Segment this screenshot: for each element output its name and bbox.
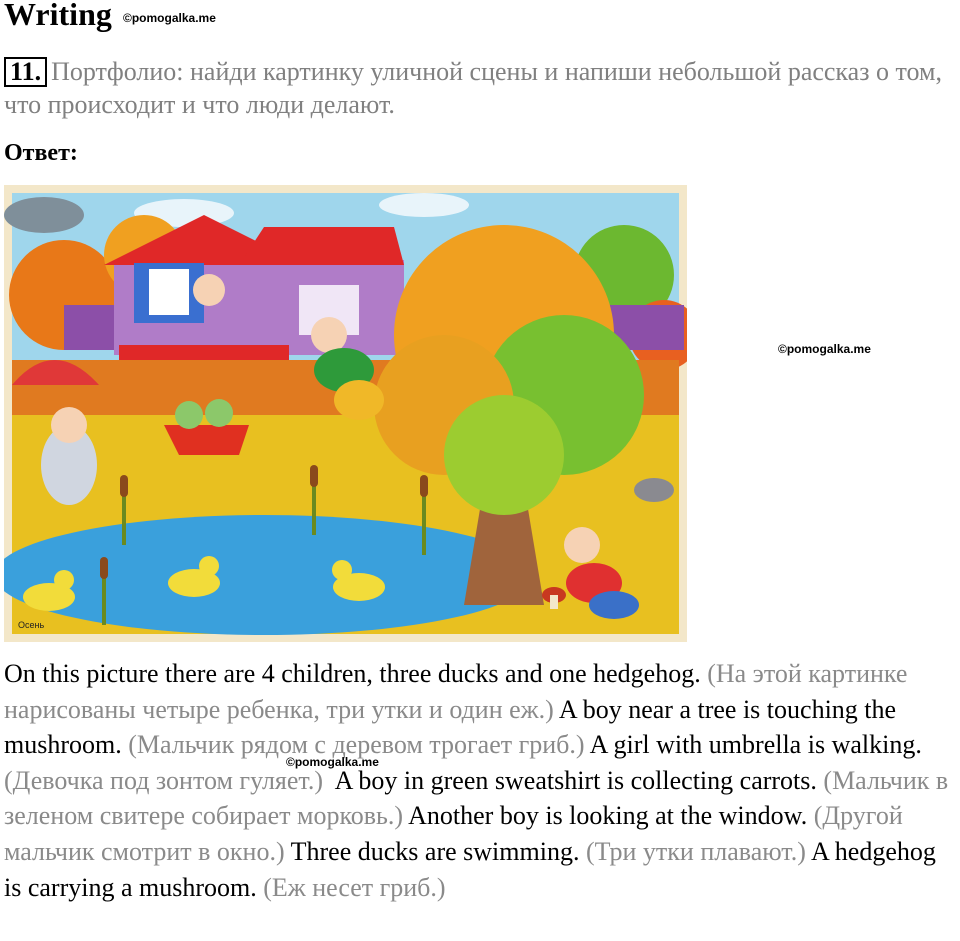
task-number: 11.: [4, 57, 47, 87]
page-title: Writing: [4, 0, 112, 32]
watermark-right: ©pomogalka.me: [778, 342, 871, 356]
autumn-scene-image: [4, 185, 687, 642]
autumn-illustration: [4, 185, 687, 642]
sentence-ru: (На этой картинке нарисованы четыре ребенка, три утки и один еж.): [4, 659, 908, 724]
watermark-bottom: ©pomogalka.me: [286, 755, 379, 769]
sentence-en: A hedgehog is carrying a mushroom.: [4, 836, 936, 902]
task-text: Портфолио: найди картинку уличной сцены и напиши небольшой рассказ о том, что происходит и что люди делают.: [4, 57, 942, 119]
sentence-ru: (Мальчик рядом с деревом трогает гриб.): [128, 730, 585, 760]
sentence-en: On this picture there are 4 children, three ducks and one hedgehog.: [4, 659, 701, 688]
answer-label: Ответ:: [4, 140, 78, 166]
sentence-en: Another boy is looking at the window.: [408, 801, 808, 831]
answer-paragraph: [4, 656, 959, 905]
sentence-en: A boy in green sweatshirt is collecting carrots.: [334, 765, 817, 795]
sentence-en: A boy near a tree is touching the mushroom.: [4, 694, 897, 760]
sentence-ru: (Мальчик в зеленом свитере собирает морковь.): [4, 765, 949, 831]
image-caption: Осень: [18, 620, 45, 630]
watermark: ©pomogalka.me: [123, 11, 216, 25]
task: [4, 55, 944, 121]
sentence-ru: (Другой мальчик смотрит в окно.): [4, 801, 903, 866]
sentence-ru: (Три утки плавают.): [585, 836, 806, 866]
sentence-ru: (Девочка под зонтом гуляет.): [4, 765, 323, 795]
sentence-en: Three ducks are swimming.: [290, 836, 580, 866]
sentence-ru: (Еж несет гриб.): [263, 872, 446, 902]
sentence-en: A girl with umbrella is walking.: [589, 730, 922, 760]
